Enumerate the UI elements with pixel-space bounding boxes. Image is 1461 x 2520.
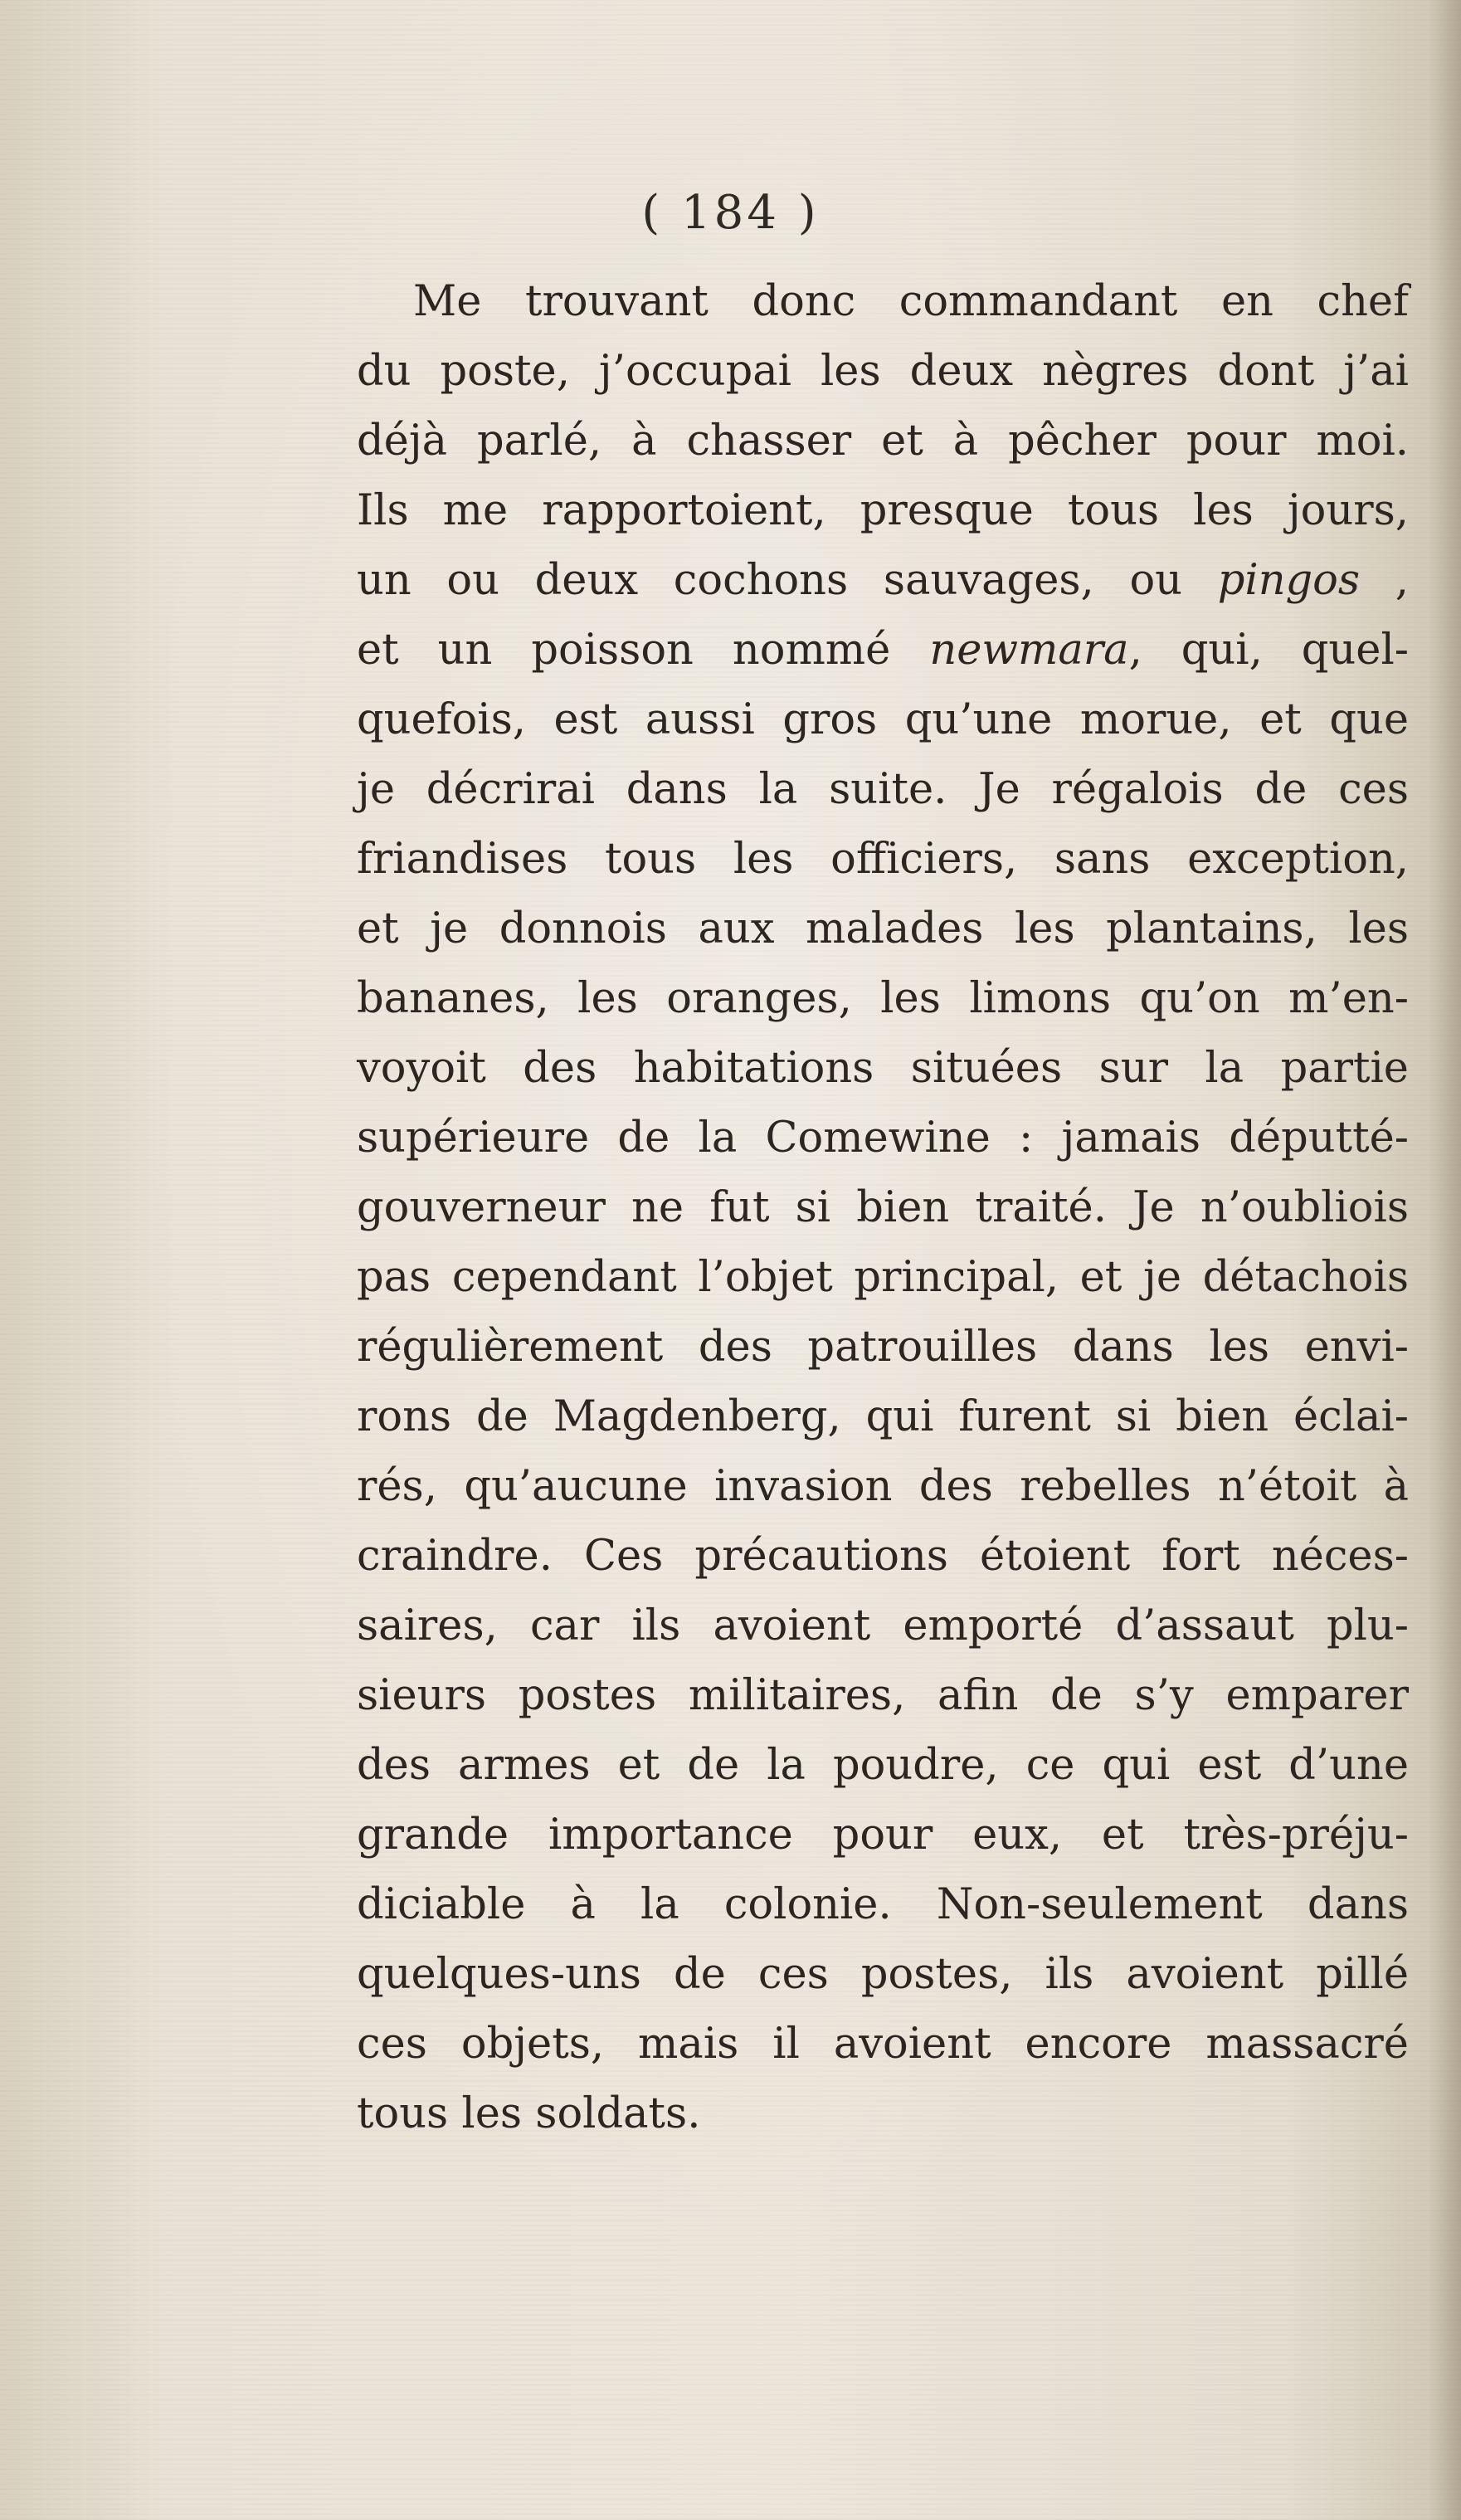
text-line: et je donnois aux malades les plantains, les <box>357 904 1409 953</box>
text-line: ces objets, mais il avoient encore massacré <box>357 2020 1409 2069</box>
text-line: et un poisson nommé newmara, qui, quel- <box>357 626 1409 675</box>
italic-term: pingos <box>1217 556 1361 605</box>
text-line: craindre. Ces précautions étoient fort néces- <box>357 1532 1409 1581</box>
text-line: Me trouvant donc commandant en chef <box>413 277 1409 326</box>
page-number: ( 184 ) <box>641 186 820 240</box>
text-line: déjà parlé, à chasser et à pêcher pour moi. <box>357 417 1409 465</box>
text-line: je décrirai dans la suite. Je régalois de ces <box>357 765 1409 814</box>
text-line: régulièrement des patrouilles dans les envi- <box>357 1323 1409 1372</box>
page-edge-shadow <box>1428 0 1461 2520</box>
text-line: friandises tous les officiers, sans exception, <box>357 835 1409 884</box>
text-line: rons de Magdenberg, qui furent si bien éclai- <box>357 1392 1409 1441</box>
text-line: quefois, est aussi gros qu’une morue, et que <box>357 695 1409 744</box>
text-line: gouverneur ne fut si bien traité. Je n’oubliois <box>357 1183 1409 1232</box>
text-line: du poste, j’occupai les deux nègres dont j’ai <box>357 347 1409 396</box>
italic-term: newmara <box>929 626 1129 675</box>
body-paragraph <box>357 267 1409 2149</box>
text-line: voyoit des habitations situées sur la partie <box>357 1044 1409 1093</box>
text-line: un ou deux cochons sauvages, ou pingos , <box>357 556 1409 605</box>
text-line: bananes, les oranges, les limons qu’on m’en- <box>357 974 1409 1023</box>
text-line: rés, qu’aucune invasion des rebelles n’étoit à <box>357 1462 1409 1511</box>
text-line: pas cependant l’objet principal, et je détachois <box>357 1253 1409 1302</box>
text-line: supérieure de la Comewine : jamais députté- <box>357 1114 1409 1163</box>
text-line: diciable à la colonie. Non-seulement dans <box>357 1880 1409 1929</box>
text-line: quelques-uns de ces postes, ils avoient pillé <box>357 1950 1409 1999</box>
text-line: grande importance pour eux, et très-préju- <box>357 1811 1409 1860</box>
text-line: saires, car ils avoient emporté d’assaut plu- <box>357 1601 1409 1650</box>
text-line: tous les soldats. <box>357 2089 701 2138</box>
text-line: sieurs postes militaires, afin de s’y emparer <box>357 1671 1409 1720</box>
text-line: Ils me rapportoient, presque tous les jours, <box>357 486 1409 535</box>
text-line: des armes et de la poudre, ce qui est d’une <box>357 1741 1409 1790</box>
